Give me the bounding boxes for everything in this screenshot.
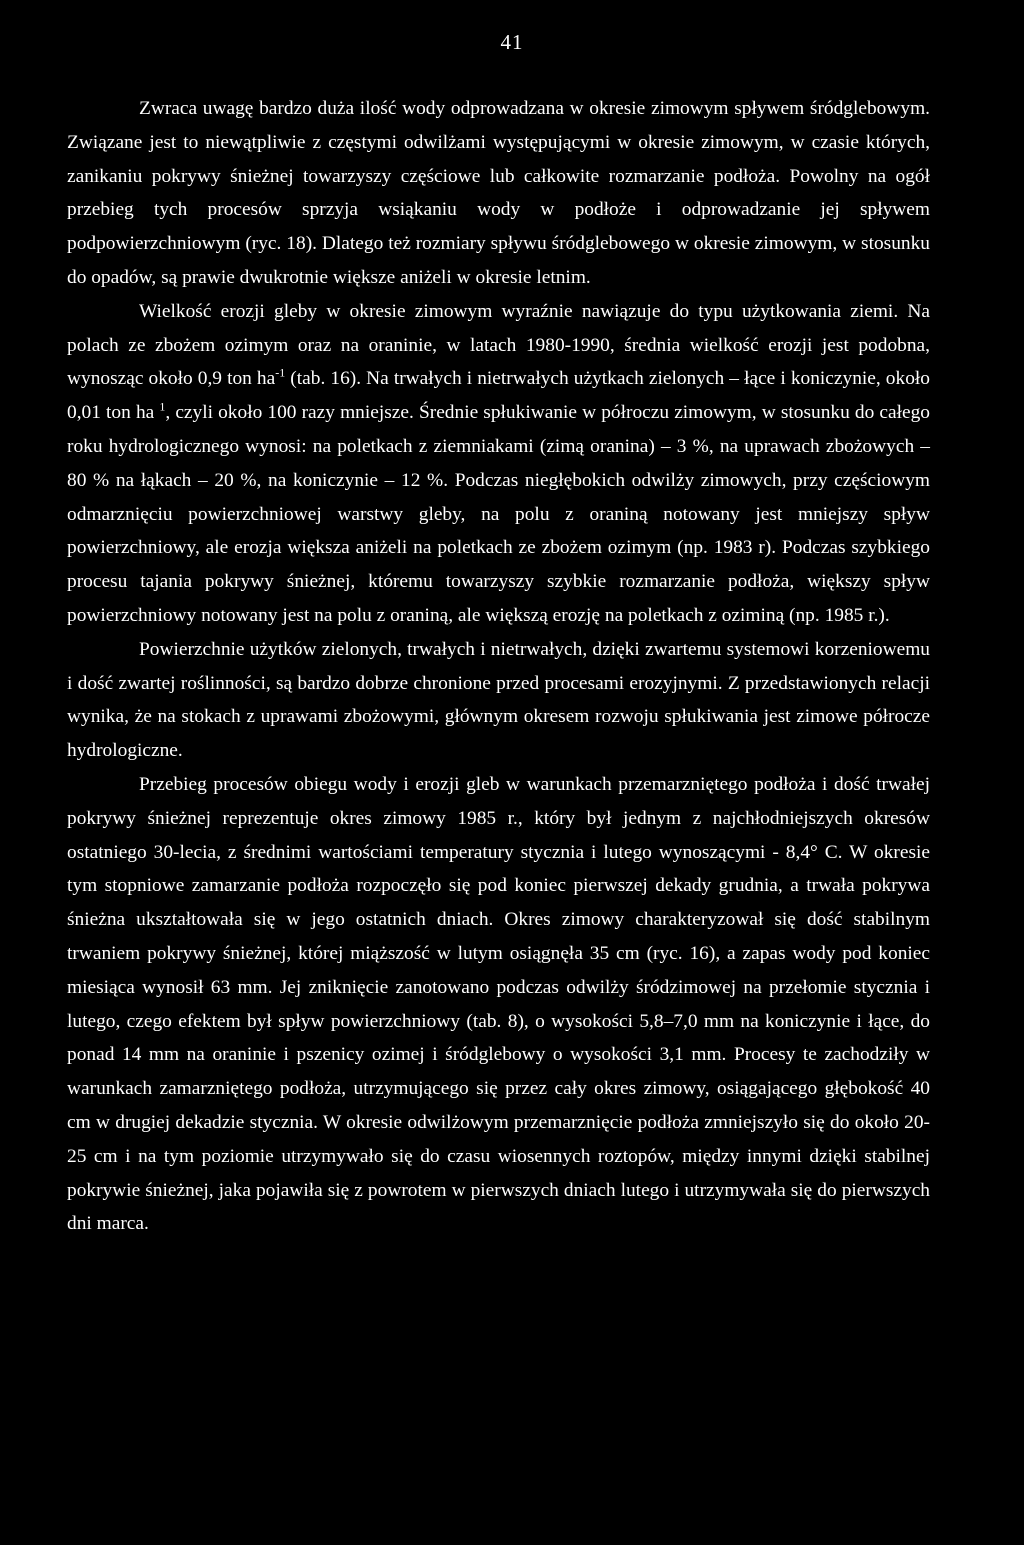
paragraph-text: (tab. 16). Na trwałych i nietrwałych użytkach zielonych – łące i koniczynie, około 0,01 ton ha	[67, 368, 930, 424]
paragraph-soil-erosion	[67, 295, 930, 633]
paragraph-winter-subsurface-flow	[67, 92, 930, 295]
page-number: 41	[500, 30, 524, 54]
paragraph-text: Wielkość erozji gleby w okresie zimowym wyraźnie nawiązuje do typu użytkowania ziemi. Na polach ze zbożem ozimym oraz na oraninie, w latach 1980-1990, średnia wielkość erozji jest podobna, wynosząc około 0,9 ton ha	[67, 300, 930, 390]
paragraph-text: Powierzchnie użytków zielonych, trwałych i nietrwałych, dzięki zwartemu systemowi korzeniowemu i dość zwartej roślinności, są bardzo dobrze chronione przed procesami erozyjnymi. Z przedstawionych relacji wynika, że na stokach z uprawami zbożowymi, głównym okresem rozwoju spłukiwania jest zimowe półrocze hydrologiczne.	[67, 638, 930, 762]
paragraph-grassland-protection	[67, 633, 930, 768]
paragraph-text: , czyli około 100 razy mniejsze. Średnie spłukiwanie w półroczu zimowym, w stosunku do całego roku hydrologicznego wynosi: na poletkach z ziemniakami (zimą oranina) – 3 %, na uprawach zbożowych – 80 % na łąkach – 20 %, na koniczynie – 12 %. Podczas niegłębokich odwilży zimowych, przy częściowym odmarznięciu powierzchniowej warstwy gleby, na polu z oraniną notowany jest mniejszy spływ powierzchniowy, ale erozja większa aniżeli na poletkach ze zbożem ozimym (np. 1983 r). Podczas szybkiego procesu tajania pokrywy śnieżnej, któremu towarzyszy szybkie rozmarzanie podłoża, większy spływ powierzchniowy notowany jest na polu z oraniną, ale większą erozję na poletkach z oziminą (np. 1985 r.).	[67, 402, 930, 626]
paragraph-text: Przebieg procesów obiegu wody i erozji gleb w warunkach przemarzniętego podłoża i dość trwałej pokrywy śnieżnej reprezentuje okres zimowy 1985 r., który był jednym z najchłodniejszych okresów ostatniego 30-lecia, z średnimi wartościami temperatury stycznia i lutego wynoszącymi - 8,4° C. W okresie tym stopniowe zamarzanie podłoża rozpoczęło się pod koniec pierwszej dekady grudnia, a trwała pokrywa śnieżna ukształtowała się w jego ostatnich dniach. Okres zimowy charakteryzował się dość stabilnym trwaniem pokrywy śnieżnej, której miąższość w lutym osiągnęła 35 cm (ryc. 16), a zapas wody pod koniec miesiąca wynosił 63 mm. Jej zniknięcie zanotowano podczas odwilży śródzimowej na przełomie stycznia i lutego, czego efektem był spływ powierzchniowy (tab. 8), o wysokości 5,8–7,0 mm na koniczynie i łące, do ponad 14 mm na oraninie i pszenicy ozimej i śródglebowy o wysokości 3,1 mm. Procesy te zachodziły w warunkach zamarzniętego podłoża, utrzymującego się przez cały okres zimowy, osiągającego głębokość 40 cm w drugiej dekadzie stycznia. W okresie odwilżowym przemarznięcie podłoża zmniejszyło się do około 20-25 cm i na tym poziomie utrzymywało się do czasu wiosennych roztopów, między innymi dzięki stabilnej pokrywie śnieżnej, jaka pojawiła się z powrotem w pierwszych dniach lutego i utrzymywała się do pierwszych dni marca.	[67, 773, 930, 1235]
paragraph-text: Zwraca uwagę bardzo duża ilość wody odprowadzana w okresie zimowym spływem śródglebowym. Związane jest to niewątpliwie z częstymi odwilżami występującymi w okresie zimowym, w czasie których, zanikaniu pokrywy śnieżnej towarzyszy częściowe lub całkowite rozmarzanie podłoża. Powolny na ogół przebieg tych procesów sprzyja wsiąkaniu wody w podłoże i odprowadzanie jej spływem podpowierzchniowym (ryc. 18). Dlatego też rozmiary spływu śródglebowego w okresie zimowym, w stosunku do opadów, są prawie dwukrotnie większe aniżeli w okresie letnim.	[67, 98, 930, 288]
body-text	[67, 92, 930, 1241]
superscript-exponent: -1	[275, 365, 286, 380]
paragraph-winter-1985	[67, 768, 930, 1241]
superscript-exponent: 1	[159, 399, 166, 414]
